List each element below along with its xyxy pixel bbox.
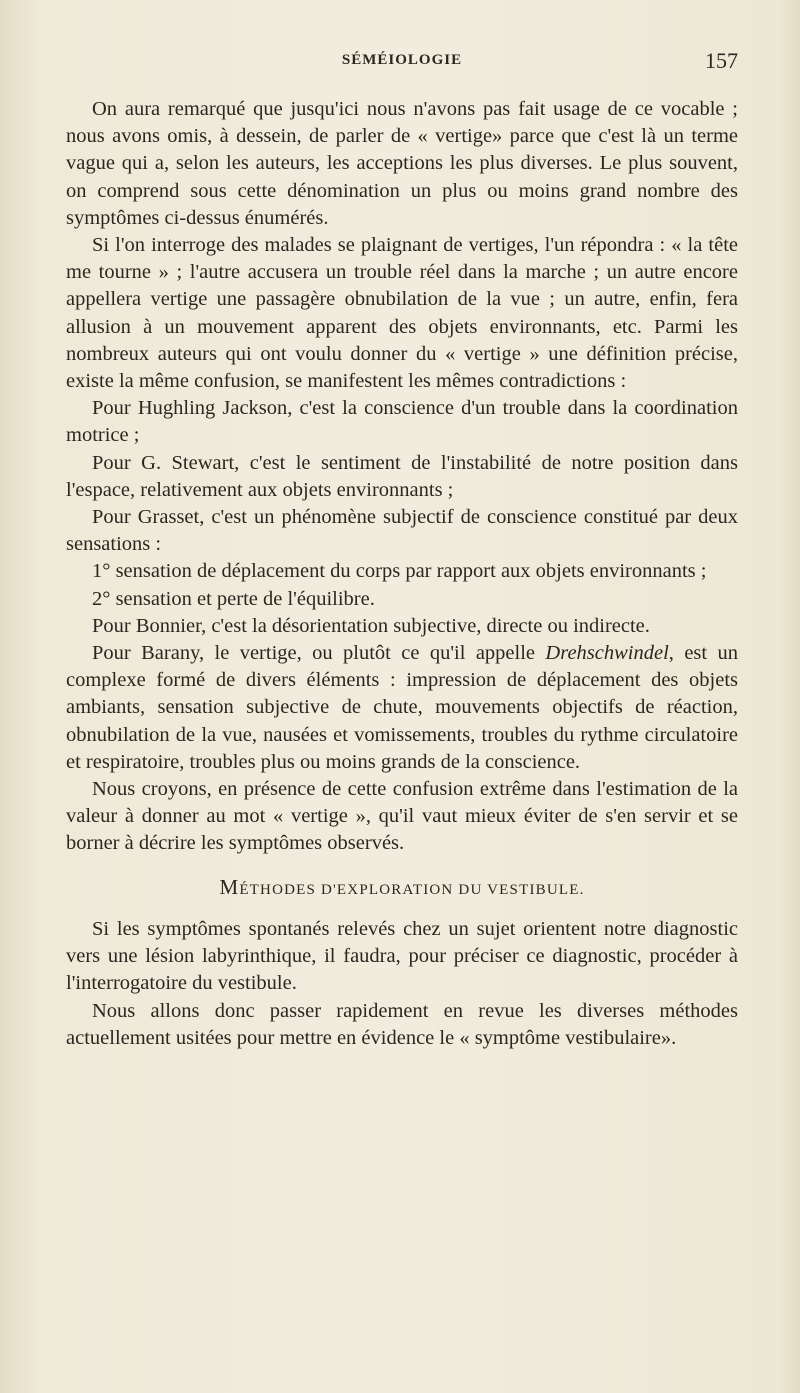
paragraph-malades: Si l'on interroge des malades se plaignant de vertiges, l'un répondra : « la tête me tourne » ; l'autre accusera un trouble réel dans la marche ; un autre encore appellera vertige une passagère obnubilation de la vue ; un autre, enfin, fera allusion à un mouvement apparent des objets environnants, etc. Parmi les nombreux auteurs qui ont voulu donner du « vertige » une définition précise, existe la même confusion, se manifestent les mêmes contradictions : <box>66 234 738 393</box>
paragraph-conclusion: Nous croyons, en présence de cette confusion extrême dans l'estimation de la valeur à donner au mot « vertige », qu'il vaut mieux éviter de s'en servir et se borner à décrire les symptômes observés. <box>66 778 738 855</box>
section-title <box>66 874 738 904</box>
paragraph-sensation-1: 1° sensation de déplacement du corps par rapport aux objets environnants ; <box>92 560 707 583</box>
page-header <box>66 46 738 76</box>
paragraph-jackson: Pour Hughling Jackson, c'est la conscience d'un trouble dans la coordination motrice ; <box>66 397 738 447</box>
paragraph-symptomes: Si les symptômes spontanés relevés chez un sujet orientent notre diagnostic vers une lésion labyrinthique, il faudra, pour préciser ce diagnostic, procéder à l'interrogatoire du vestibule. <box>66 917 738 995</box>
paragraph-grasset: Pour Grasset, c'est un phénomène subjectif de conscience constitué par deux sensations : <box>66 506 738 556</box>
barany-term: Drehschwindel <box>545 642 669 665</box>
barany-text-before: Pour Barany, le vertige, ou plutôt ce qu'il appelle <box>92 642 546 665</box>
paragraph-vocable: On aura remarqué que jusqu'ici nous n'avons pas fait usage de ce vocable ; nous avons omis, à dessein, de parler de « vertige» parce que c'est là un terme vague qui a, selon les auteurs, les acceptions les plus diverses. Le plus souvent, on comprend sous cette dénomination un plus ou moins grand nombre des symptômes ci-dessus énumérés. <box>66 98 738 229</box>
section-title-initial: M <box>219 874 240 899</box>
paragraph-sensation-2: 2° sensation et perte de l'équilibre. <box>92 587 375 610</box>
paragraph-bonnier: Pour Bonnier, c'est la désorientation subjective, directe ou indirecte. <box>92 614 650 637</box>
section-title-rest: ÉTHODES D'EXPLORATION DU VESTIBULE. <box>239 881 585 898</box>
barany-text-after: , est un complexe formé de divers éléments : impression de déplacement des objets ambiants, sensation subjective de chute, mouvements objectifs de réaction, obnubilation de la vue, nausées et vomissements, troubles du rythme circulatoire et respiratoire, troubles plus ou moins grands de la conscience. <box>66 642 738 773</box>
page-body <box>66 96 738 1052</box>
paragraph-stewart: Pour G. Stewart, c'est le sentiment de l'instabilité de notre position dans l'espace, relativement aux objets environnants ; <box>66 451 738 501</box>
paragraph-barany <box>66 640 738 776</box>
running-head: SÉMÉIOLOGIE <box>341 52 463 68</box>
paragraph-methodes: Nous allons donc passer rapidement en revue les diverses méthodes actuellement usitées pour mettre en évidence le « symptôme vestibulaire». <box>66 999 738 1049</box>
page-number: 157 <box>705 48 738 73</box>
